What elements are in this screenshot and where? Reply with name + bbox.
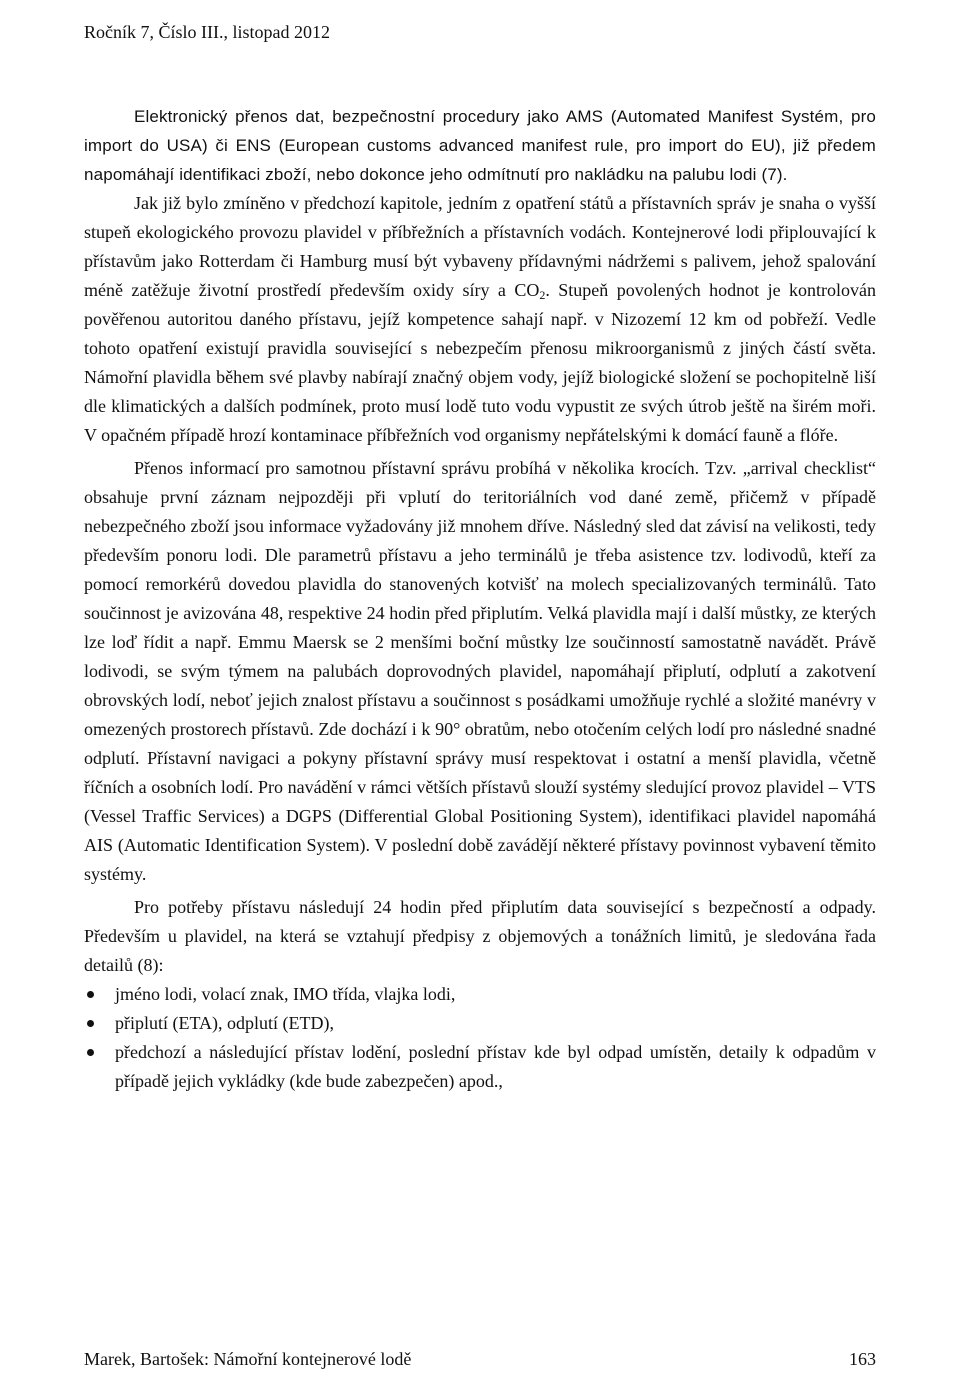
page-number: 163 <box>849 1349 876 1369</box>
running-header: Ročník 7, Číslo III., listopad 2012 <box>84 22 330 42</box>
detail-list <box>84 980 876 1096</box>
list-item <box>84 1009 876 1038</box>
list-item <box>84 980 876 1009</box>
bullet-icon <box>87 1020 94 1027</box>
list-item-text: připlutí (ETA), odplutí (ETD), <box>115 1013 335 1033</box>
co2-subscript: 2 <box>539 288 546 302</box>
bullet-icon <box>87 991 94 998</box>
page-body <box>84 102 876 1096</box>
footer-running-title: Marek, Bartošek: Námořní kontejnerové lodě <box>84 1349 412 1369</box>
paragraph-port-needs: Pro potřeby přístavu následují 24 hodin před připlutím data související s bezpečností a odpady. Především u plavidel, na která se vztahují předpisy z objemových a tonážních limitů, je sledována řada detailů (8): <box>84 897 876 975</box>
paragraph-ecology-text-b: . Stupeň povolených hodnot je kontrolován pověřenou autoritou daného přístavu, jejíž kompetence sahají např. v Nizozemí 12 km od pobřeží. Vedle tohoto opatření existují pravidla související s nebezpečím přenosu mikroorganismů z jiných částí světa. Námořní plavidla během své plavby nabírají značný objem vody, jejíž biologické složení se pochopitelně liší dle klimatických a dalších podmínek, proto musí lodě tuto vodu vypustit ze svých útrob ještě na širém moři. V opačném případě hrozí kontaminace příbřežních vod organismy nepřátelskými k domácí fauně a flóře. <box>84 280 876 445</box>
paragraph-information-transfer: Přenos informací pro samotnou přístavní správu probíhá v několika krocích. Tzv. „arrival checklist“ obsahuje první záznam nejpozději při vplutí do teritoriálních vod dané země, přičemž v případě nebezpečného zboží jsou informace vyžadovány již mnohem dříve. Následný sled dat závisí na velikosti, tedy především ponoru lodi. Dle parametrů přístavu a jeho terminálů je třeba asistence tzv. lodivodů, kteří za pomocí remorkérů dovedou plavidla do stanovených kotvišť na molech specializovaných terminálů. Tato součinnost je avizována 48, respektive 24 hodin před připlutím. Velká plavidla mají i další můstky, ze kterých lze loď řídit a např. Emmu Maersk se 2 menšími boční můstky lze součinností samostatně navádět. Právě lodivodi, se svým týmem na palubách doprovodných plavidel, napomáhají připlutí, odplutí a zakotvení obrovských lodí, neboť jejich znalost přístavu a součinnost s posádkami umožňuje rychlé a složité manévry v omezených prostorech přístavů. Zde dochází i k 90° obratům, nebo otočením celých lodí pro následné snadné odplutí. Přístavní navigaci a pokyny přístavní správy musí respektovat i ostatní a menší plavidla, včetně říčních a osobních lodí. Pro navádění v rámci větších přístavů slouží systémy sledující provoz plavidel – VTS (Vessel Traffic Services) a DGPS (Differential Global Positioning System), identifikaci plavidel napomáhá AIS (Automatic Identification System). V poslední době zavádějí některé přístavy povinnost vybavení těmito systémy. <box>84 458 876 884</box>
page-footer <box>84 1346 876 1372</box>
list-item-text: předchozí a následující přístav lodění, poslední přístav kde byl odpad umístěn, detaily k odpadům v případě jejich vykládky (kde bude zabezpečen) apod., <box>115 1042 876 1091</box>
paragraph-electronic-transfer: Elektronický přenos dat, bezpečnostní procedury jako AMS (Automated Manifest Systém, pro import do USA) či ENS (European customs advanced manifest rule, pro import do EU), již předem napomáhají identifikaci zboží, nebo dokonce jeho odmítnutí pro nakládku na palubu lodi (7). <box>84 107 876 184</box>
paragraph-ecology-text-a: Jak již bylo zmíněno v předchozí kapitole, jedním z opatření států a přístavních správ je snaha o vyšší stupeň ekologického provozu plavidel v příbřežních a přístavních vodách. Kontejnerové lodi připlouvající k přístavům jako Rotterdam či Hamburg musí být vybaveny přídavnými nádržemi s palivem, jehož spalování méně zatěžuje životní prostředí především oxidy síry a CO <box>84 193 876 300</box>
list-item <box>84 1038 876 1096</box>
paragraph-ecology <box>84 189 876 450</box>
bullet-icon <box>87 1049 94 1056</box>
list-item-text: jméno lodi, volací znak, IMO třída, vlajka lodi, <box>115 984 456 1004</box>
